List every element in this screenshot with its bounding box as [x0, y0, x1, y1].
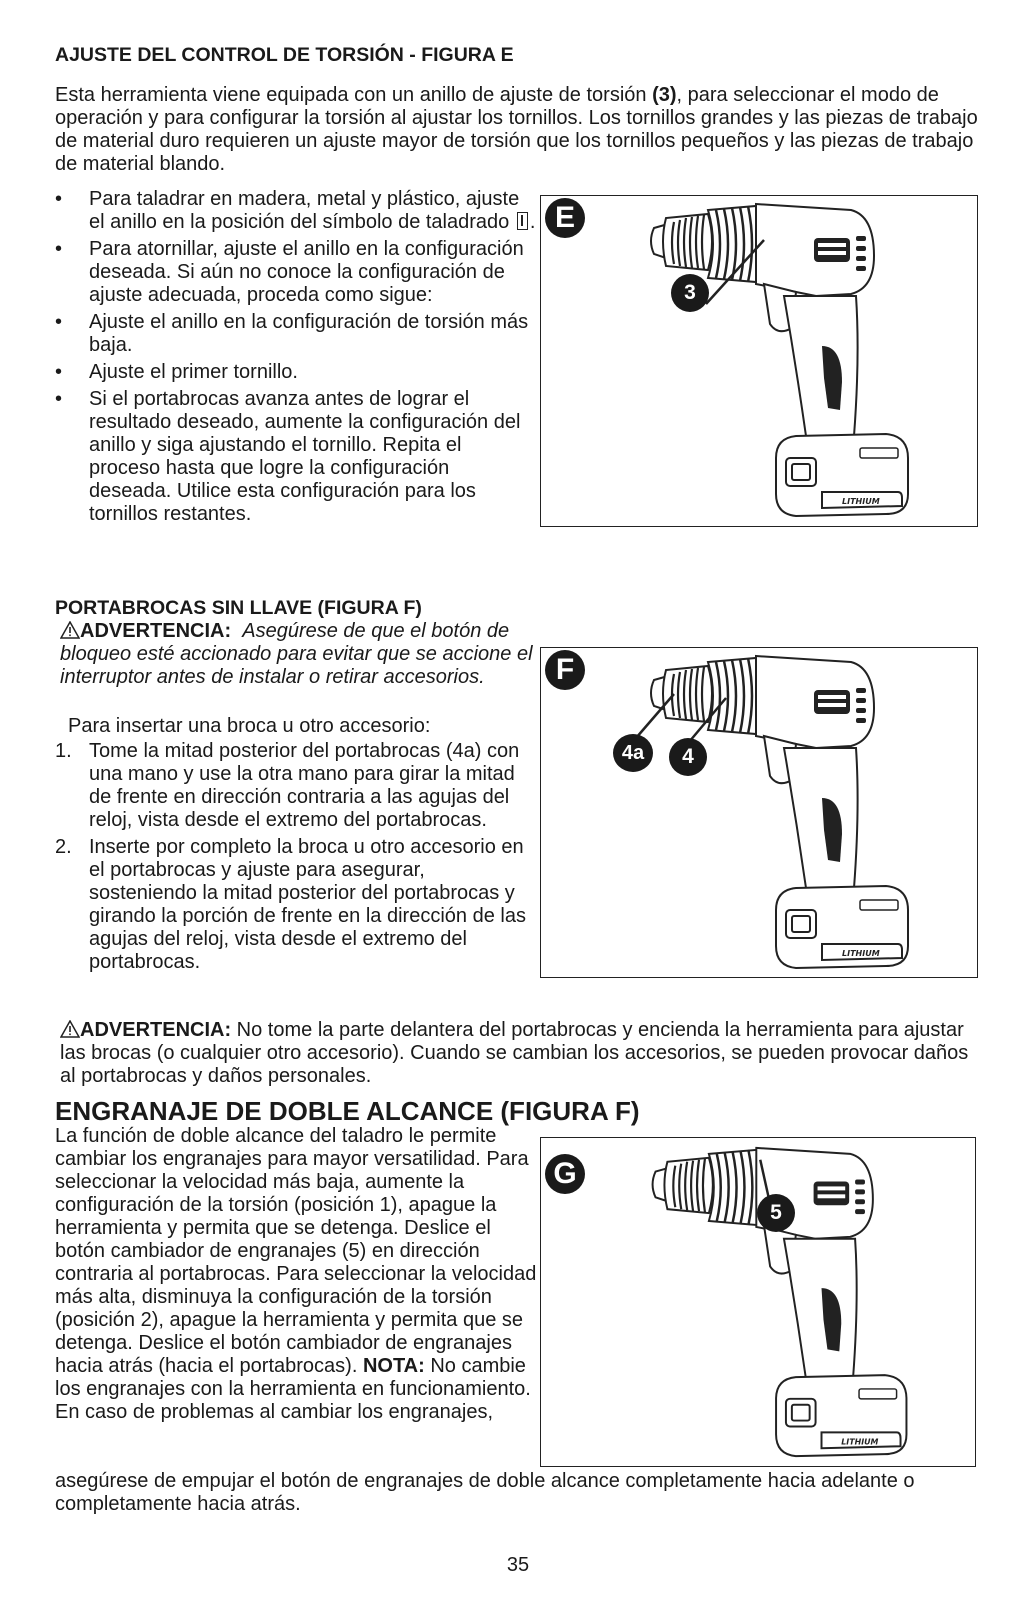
bullet-text: Para atornillar, ajuste el anillo en la configuración deseada. Si aún no conoce la configuración de ajuste adecuada, proceda como sigue:	[89, 238, 524, 306]
warning-triangle-icon	[60, 1020, 80, 1038]
figure-e	[540, 195, 978, 527]
bullet-char: •	[55, 311, 63, 333]
warning-1	[60, 620, 538, 689]
step-text: Tome la mitad posterior del portabrocas (4a) con una mano y use la otra mano para girar la mitad de frente en dirección contraria a las agujas del reloj, vista desde el extremo del portabrocas.	[89, 740, 520, 831]
warning-2	[60, 1019, 972, 1088]
step-number: 1.	[55, 740, 72, 762]
intro-text-b: , para seleccionar el modo de operación y para configurar la torsión al ajustar los tornillos. Los tornillos grandes y las piezas de trabajo de material duro requieren un ajuste mayor de torsión que los tornillos pequeños y las piezas de trabajo de material blando.	[55, 84, 978, 175]
note-text-a: No cambie los engranajes con la herramienta en funcionamiento. En caso de problemas al cambiar los engranajes,	[55, 1355, 531, 1423]
bullet-text: Para taladrar en madera, metal y plástico, ajuste el anillo en la posición del símbolo de taladrado	[89, 188, 520, 233]
list-item	[55, 836, 537, 974]
insert-lead: Para insertar una broca u otro accesorio:	[68, 715, 431, 737]
callout-5: 5	[757, 1194, 795, 1232]
bullet-char: •	[55, 238, 63, 260]
bullet-text: Ajuste el anillo en la configuración de torsión más baja.	[89, 311, 529, 356]
figure-letter-g: G	[545, 1154, 585, 1194]
dual-range-paragraph-cont: asegúrese de empujar el botón de engranajes de doble alcance completamente hacia adelante o completamente hacia atrás.	[55, 1470, 915, 1515]
list-item	[55, 740, 537, 832]
insert-steps	[55, 740, 537, 978]
bullet-char: •	[55, 361, 63, 383]
list-item	[55, 361, 537, 384]
drill-illustration	[636, 1140, 926, 1466]
figure-g	[540, 1137, 976, 1467]
step-number: 2.	[55, 836, 72, 858]
torque-intro-paragraph	[55, 84, 985, 176]
drill-illustration	[631, 196, 931, 526]
intro-bold-ref: (3)	[652, 84, 677, 106]
list-item	[55, 188, 537, 234]
warning-text: No tome la parte delantera del portabrocas y encienda la herramienta para ajustar las brocas (o cualquier otro accesorio). Cuando se cambian los accesorios, se pueden provocar daños al portabrocas y daños personales.	[60, 1019, 969, 1087]
list-item	[55, 311, 537, 357]
bullet-text: Si el portabrocas avanza antes de lograr el resultado deseado, aumente la configuración del anillo y siga ajustando el tornillo. Repita el proceso hasta que logre la configuración deseada. Utilice esta configuración para los tornillos restantes.	[89, 388, 521, 525]
page-number: 35	[506, 1554, 530, 1576]
callout-4a: 4a	[613, 734, 653, 772]
warning-label: ADVERTENCIA:	[80, 620, 232, 642]
section-heading-keyless-chuck: PORTABROCAS SIN LLAVE (FIGURA F)	[55, 597, 422, 619]
callout-3: 3	[671, 274, 709, 312]
bullet-char: •	[55, 188, 63, 210]
note-label: NOTA:	[362, 1355, 425, 1377]
figure-f	[540, 647, 978, 978]
figure-letter-f: F	[545, 650, 585, 690]
warning-triangle-icon	[60, 621, 80, 639]
bullet-text: Ajuste el primer tornillo.	[89, 361, 298, 383]
figure-letter-e: E	[545, 198, 585, 238]
callout-4: 4	[669, 738, 707, 776]
list-item	[55, 238, 537, 307]
drill-illustration	[631, 648, 931, 978]
section-heading-torque: AJUSTE DEL CONTROL DE TORSIÓN - FIGURA E	[55, 44, 514, 66]
section-heading-dual-range: ENGRANAJE DE DOBLE ALCANCE (FIGURA F)	[55, 1096, 640, 1126]
bullet-end: .	[529, 211, 536, 233]
drill-symbol-icon	[517, 212, 528, 230]
warning-text: Asegúrese de que el botón de bloqueo esté accionado para evitar que se accione el interruptor antes de instalar o retirar accesorios.	[60, 620, 533, 688]
torque-bullet-list	[55, 188, 537, 530]
bullet-char: •	[55, 388, 63, 410]
step-text: Inserte por completo la broca u otro accesorio en el portabrocas y ajuste para asegurar, sosteniendo la mitad posterior del portabrocas y girando la porción de frente en la dirección de las agujas del reloj, vista desde el extremo del portabrocas.	[89, 836, 526, 973]
dual-range-body: La función de doble alcance del taladro le permite cambiar los engranajes para mayor versatilidad. Para seleccionar la velocidad más baja, aumente la configuración de la torsión (posición 1), apague la herramienta y permita que se detenga. Deslice el botón cambiador de engranajes (5) en dirección contraria al portabrocas. Para seleccionar la velocidad más alta, disminuya la configuración de la torsión (posición 2), apague la herramienta y permita que se detenga. Deslice el botón cambiador de engranajes hacia atrás (hacia el portabrocas).	[55, 1125, 537, 1377]
warning-label: ADVERTENCIA:	[80, 1019, 232, 1041]
dual-range-paragraph	[55, 1125, 537, 1424]
list-item	[55, 388, 537, 526]
intro-text-a: Esta herramienta viene equipada con un anillo de ajuste de torsión	[55, 84, 653, 106]
